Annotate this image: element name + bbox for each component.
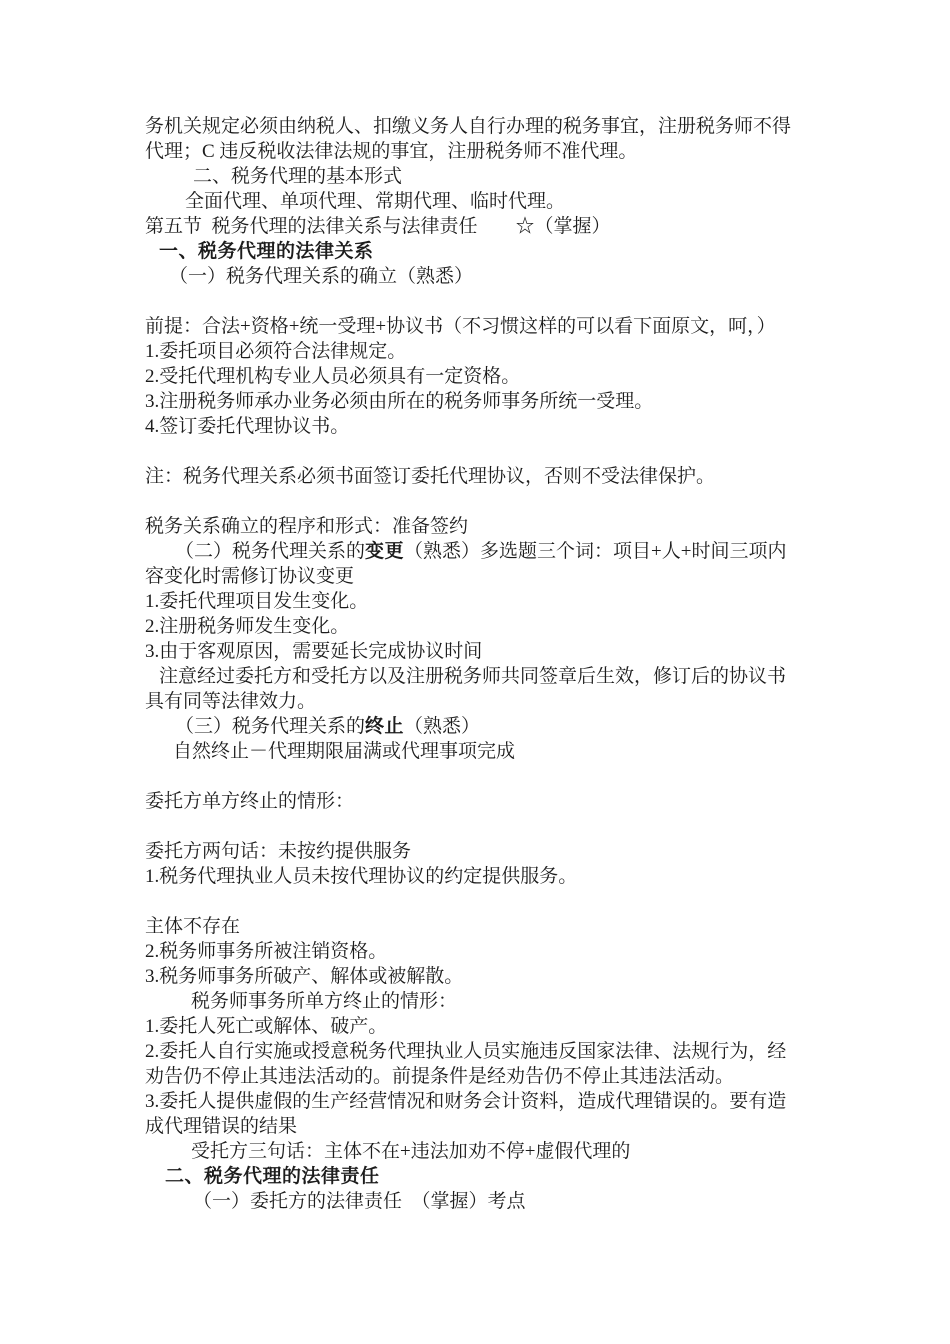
text-line — [145, 789, 825, 814]
text-run: 具有同等法律效力。 — [145, 691, 317, 712]
text-line — [145, 939, 825, 964]
text-line — [145, 714, 825, 739]
text-line — [145, 564, 825, 589]
text-line — [145, 664, 825, 689]
text-line — [145, 639, 825, 664]
blank-line — [145, 439, 825, 464]
text-run: （熟悉）多选题三个词：项目+人+时间三项内 — [404, 541, 787, 562]
text-run: 税务关系确立的程序和形式：准备签约 — [145, 516, 469, 537]
text-line — [145, 1164, 825, 1189]
text-run: 2.委托人自行实施或授意税务代理执业人员实施违反国家法律、法规行为，经 — [145, 1041, 787, 1062]
text-line — [145, 539, 825, 564]
text-line — [145, 1039, 825, 1064]
blank-line — [145, 814, 825, 839]
text-run: 2.注册税务师发生变化。 — [145, 616, 350, 637]
text-run: 委托方两句话：未按约提供服务 — [145, 841, 412, 862]
text-line — [145, 964, 825, 989]
text-line — [145, 914, 825, 939]
text-run: 务机关规定必须由纳税人、扣缴义务人自行办理的税务事宜，注册税务师不得 — [145, 116, 792, 137]
text-run: 2.税务师事务所被注销资格。 — [145, 941, 388, 962]
text-line — [145, 614, 825, 639]
text-run: 主体不存在 — [145, 916, 241, 937]
text-line — [145, 189, 825, 214]
text-line — [145, 1189, 825, 1214]
heading-legal-relation: 一、税务代理的法律关系 — [159, 241, 374, 262]
text-run: 代理；C 违反税收法律法规的事宜，注册税务师不准代理。 — [145, 141, 638, 162]
text-run: （熟悉） — [404, 716, 481, 737]
text-line — [145, 264, 825, 289]
text-run: 3.委托人提供虚假的生产经营情况和财务会计资料，造成代理错误的。要有造 — [145, 1091, 787, 1112]
text-line — [145, 1064, 825, 1089]
section-title: 第五节 税务代理的法律关系与法律责任 — [145, 216, 478, 237]
text-run: 全面代理、单项代理、常期代理、临时代理。 — [185, 191, 566, 212]
document-body — [145, 114, 825, 1214]
star-icon: ☆ — [515, 216, 535, 237]
text-run: 注意经过委托方和受托方以及注册税务师共同签章后生效，修订后的协议书 — [159, 666, 787, 687]
text-run: （二）税务代理关系的 — [175, 541, 366, 562]
text-run: （三）税务代理关系的 — [175, 716, 366, 737]
text-line — [145, 989, 825, 1014]
text-line — [145, 589, 825, 614]
text-run: 容变化时需修订协议变更 — [145, 566, 355, 587]
text-line — [145, 689, 825, 714]
text-line — [145, 239, 825, 264]
text-line — [145, 839, 825, 864]
text-run: （掌握） — [534, 216, 611, 237]
text-run: 3.由于客观原因，需要延长完成协议时间 — [145, 641, 483, 662]
text-line — [145, 414, 825, 439]
text-line — [145, 739, 825, 764]
text-line — [145, 1014, 825, 1039]
text-line — [145, 364, 825, 389]
bold-text-run: 变更 — [365, 541, 405, 562]
text-line — [145, 139, 825, 164]
text-run: 2.受托代理机构专业人员必须具有一定资格。 — [145, 366, 521, 387]
text-line — [145, 514, 825, 539]
text-line — [145, 864, 825, 889]
text-line — [145, 1089, 825, 1114]
text-line — [145, 314, 825, 339]
text-line — [145, 339, 825, 364]
text-run: 1.委托代理项目发生变化。 — [145, 591, 369, 612]
text-run: 税务师事务所单方终止的情形： — [191, 991, 458, 1012]
text-run: 1.税务代理执业人员未按代理协议的约定提供服务。 — [145, 866, 578, 887]
text-run: （一）委托方的法律责任 （掌握）考点 — [193, 1191, 526, 1212]
text-run: 1.委托人死亡或解体、破产。 — [145, 1016, 388, 1037]
text-line — [145, 164, 825, 189]
text-line — [145, 389, 825, 414]
text-line — [145, 214, 825, 239]
text-run: 3.注册税务师承办业务必须由所在的税务师事务所统一受理。 — [145, 391, 654, 412]
bold-text-run: 终止 — [365, 716, 405, 737]
blank-line — [145, 889, 825, 914]
blank-line — [145, 489, 825, 514]
text-run: 劝告仍不停止其违法活动的。前提条件是经劝告仍不停止其违法活动。 — [145, 1066, 735, 1087]
text-run: 委托方单方终止的情形： — [145, 791, 355, 812]
text-run: 注：税务代理关系必须书面签订委托代理协议，否则不受法律保护。 — [145, 466, 716, 487]
text-run: 1.委托项目必须符合法律规定。 — [145, 341, 407, 362]
text-run: 前提：合法+资格+统一受理+协议书（不习惯这样的可以看下面原文，呵，） — [145, 316, 776, 337]
text-line — [145, 114, 825, 139]
text-run: 4.签订委托代理协议书。 — [145, 416, 350, 437]
text-run: 成代理错误的结果 — [145, 1116, 298, 1137]
text-line — [145, 1114, 825, 1139]
text-run: 3.税务师事务所破产、解体或被解散。 — [145, 966, 464, 987]
heading-legal-liability: 二、税务代理的法律责任 — [165, 1166, 380, 1187]
text-run: 自然终止－代理期限届满或代理事项完成 — [173, 741, 516, 762]
text-line — [145, 1139, 825, 1164]
text-run — [478, 216, 516, 237]
text-line — [145, 464, 825, 489]
text-run: 二、税务代理的基本形式 — [193, 166, 403, 187]
blank-line — [145, 764, 825, 789]
text-run: 受托方三句话：主体不在+违法加劝不停+虚假代理的 — [191, 1141, 631, 1162]
text-run: （一）税务代理关系的确立（熟悉） — [169, 266, 474, 287]
blank-line — [145, 289, 825, 314]
